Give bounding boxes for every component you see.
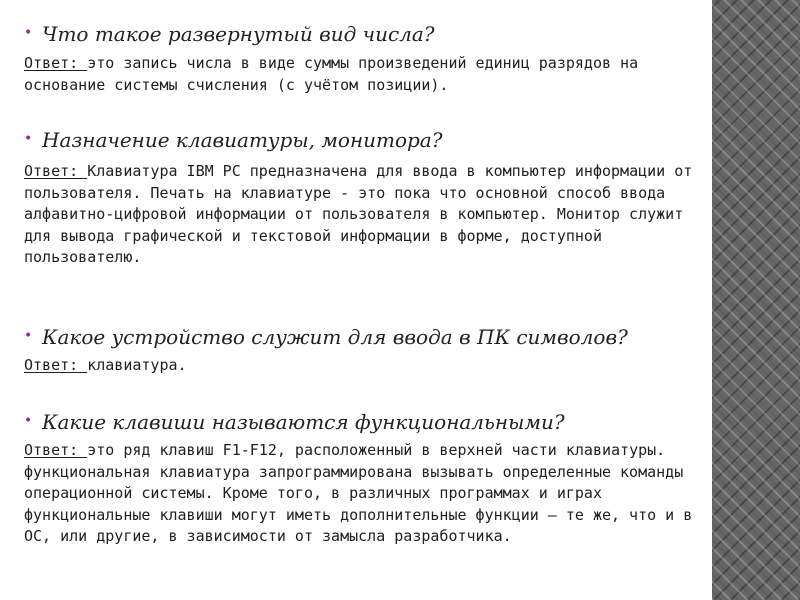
question-2-text: Назначение клавиатуры, монитора?: [42, 128, 443, 152]
answer-2-text: Клавиатура IBM PC предназначена для ввода в компьютер информации от пользователя. Печать на клавиатуре - это пока что основной способ ввода алфавитно-цифровой информации от пользователя в компьютер. Монитор служит для вывода графической и текстовой информации в форме, доступной пользователю.: [24, 162, 702, 266]
answer-2: [24, 161, 708, 269]
question-3: [24, 325, 628, 352]
decorative-side-pattern: [712, 0, 800, 600]
question-4: [24, 410, 565, 437]
bullet-icon: •: [24, 328, 33, 344]
bullet-icon: •: [24, 25, 33, 41]
answer-4: [24, 440, 708, 548]
answer-1-text: это запись числа в виде суммы произведений единиц разрядов на основание системы счисления (с учётом позиции).: [24, 54, 648, 94]
answer-3: [24, 355, 708, 377]
bullet-icon: •: [24, 131, 33, 147]
question-2: [24, 128, 442, 155]
question-1-text: Что такое развернутый вид числа?: [42, 22, 435, 46]
answer-4-text: это ряд клавиш F1-F12, расположенный в верхней части клавиатуры. функциональная клавиатура запрограммирована вызывать определенные команды операционной системы. Кроме того, в различных программах и играх функциональные клавиши могут иметь дополнительные функции — те же, что и в ОС, или другие, в зависимости от замысла разработчика.: [24, 441, 702, 545]
answer-1: [24, 53, 708, 96]
answer-3-label: Ответ:: [24, 356, 88, 374]
bullet-icon: •: [24, 413, 33, 429]
answer-1-label: Ответ:: [24, 54, 88, 72]
question-4-text: Какие клавиши называются функциональными?: [42, 410, 565, 434]
question-1: [24, 22, 435, 49]
answer-2-label: Ответ:: [24, 162, 88, 180]
answer-3-text: клавиатура.: [87, 356, 187, 374]
question-3-text: Какое устройство служит для ввода в ПК символов?: [42, 325, 628, 349]
answer-4-label: Ответ:: [24, 441, 88, 459]
